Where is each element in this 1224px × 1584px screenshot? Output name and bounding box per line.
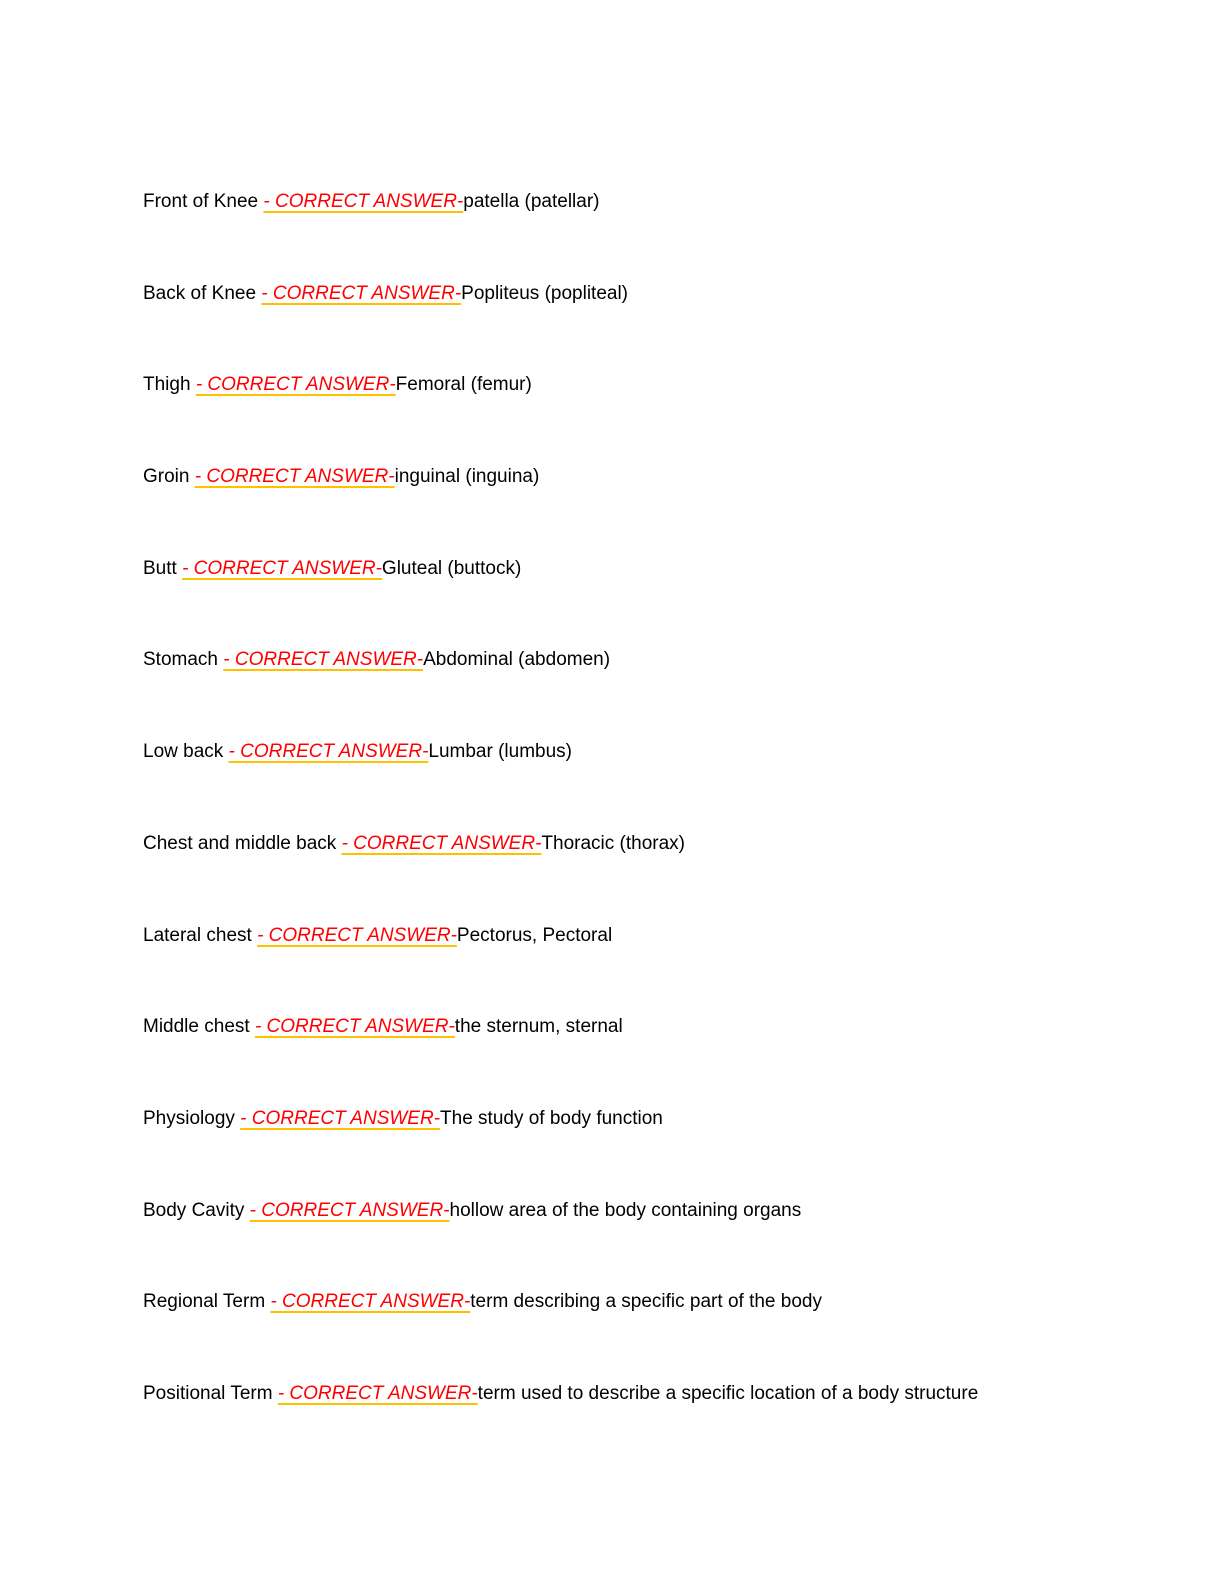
list-item: [143, 646, 1143, 738]
term-text: Front of Knee: [143, 191, 264, 212]
correct-answer-separator: - CORRECT ANSWER-: [228, 741, 429, 763]
term-text: Chest and middle back: [143, 832, 342, 854]
term-text: Regional Term: [143, 1291, 271, 1313]
term-text: Lateral chest: [143, 924, 258, 946]
answer-text: The study of body function: [440, 1107, 663, 1129]
answer-text: Thoracic (thorax): [541, 832, 686, 854]
list-item: [143, 555, 1143, 647]
answer-text: Gluteal (buttock): [381, 557, 522, 579]
question-answer-list: [143, 188, 1143, 1472]
term-text: Stomach: [143, 649, 224, 671]
correct-answer-separator: - CORRECT ANSWER-: [194, 466, 395, 488]
answer-text: Lumbar (lumbus): [428, 741, 572, 763]
term-text: Back of Knee: [143, 282, 262, 304]
list-item: [143, 922, 1143, 1014]
correct-answer-separator: - CORRECT ANSWER-: [270, 1291, 471, 1313]
correct-answer-separator: - CORRECT ANSWER-: [254, 1016, 455, 1038]
term-text: Physiology: [143, 1107, 241, 1129]
answer-text: hollow area of the body containing organs: [449, 1199, 802, 1221]
list-item: [143, 1380, 1143, 1472]
answer-text: Popliteus (popliteal): [461, 282, 629, 304]
list-item: [143, 738, 1143, 830]
list-item: [143, 280, 1143, 372]
term-text: Positional Term: [143, 1382, 278, 1404]
list-item: [143, 1105, 1143, 1197]
correct-answer-separator: - CORRECT ANSWER-: [223, 649, 424, 671]
list-item: [143, 463, 1143, 555]
list-item: [143, 1013, 1143, 1105]
answer-text: the sternum, sternal: [454, 1016, 623, 1038]
correct-answer-separator: - CORRECT ANSWER-: [257, 924, 457, 946]
answer-text: Abdominal (abdomen): [423, 649, 611, 671]
correct-answer-separator: - CORRECT ANSWER-: [261, 282, 462, 304]
correct-answer-separator: - CORRECT ANSWER-: [277, 1382, 478, 1404]
answer-text: patella (patellar): [463, 191, 600, 212]
list-item: [143, 830, 1143, 922]
term-text: Groin: [143, 466, 195, 488]
answer-text: inguinal (inguina): [394, 466, 540, 488]
answer-text: Femoral (femur): [395, 374, 532, 396]
answer-text: Pectorus, Pectoral: [456, 924, 613, 946]
term-text: Thigh: [143, 374, 196, 396]
list-item: [143, 188, 1143, 280]
answer-text: term used to describe a specific location of a body structure: [477, 1382, 979, 1404]
term-text: Butt: [143, 557, 183, 579]
correct-answer-separator: - CORRECT ANSWER-: [341, 832, 542, 854]
correct-answer-separator: - CORRECT ANSWER-: [195, 374, 396, 396]
list-item: [143, 1197, 1143, 1289]
correct-answer-separator: - CORRECT ANSWER-: [263, 191, 464, 212]
list-item: [143, 1288, 1143, 1380]
correct-answer-separator: - CORRECT ANSWER-: [240, 1107, 441, 1129]
list-item: [143, 371, 1143, 463]
correct-answer-separator: - CORRECT ANSWER-: [182, 557, 382, 579]
term-text: Low back: [143, 741, 229, 763]
term-text: Body Cavity: [143, 1199, 250, 1221]
term-text: Middle chest: [143, 1016, 255, 1038]
answer-text: term describing a specific part of the body: [470, 1291, 822, 1313]
correct-answer-separator: - CORRECT ANSWER-: [249, 1199, 450, 1221]
